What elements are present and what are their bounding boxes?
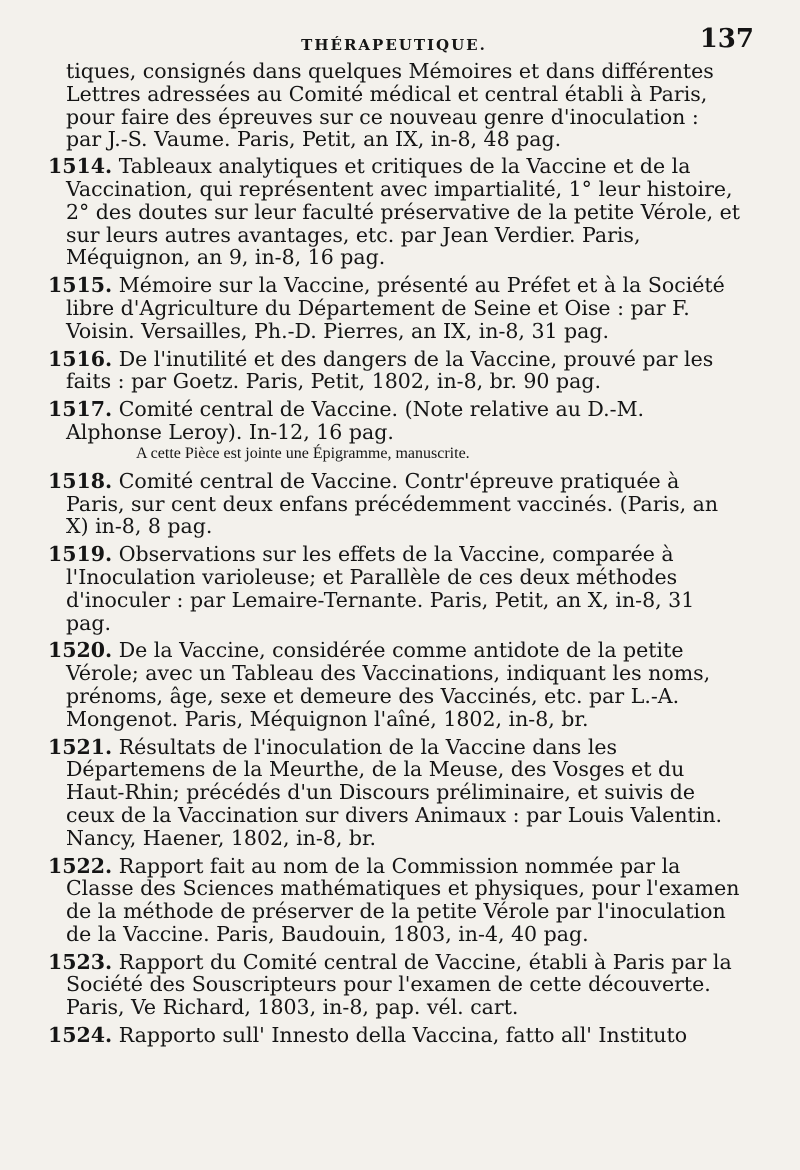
page-header bbox=[48, 22, 754, 60]
entry-number: 1519. bbox=[48, 542, 113, 567]
entry-number: 1515. bbox=[48, 273, 113, 298]
bibliography-entry bbox=[48, 274, 740, 342]
entry-paragraph bbox=[48, 949, 740, 1020]
entry-text: Observations sur les effets de la Vaccine, comparée à l'Inoculation varioleuse; et Parallèle de ces deux méthodes d'inoculer : par Lemaire-Ternante. Paris, Petit, an X, in-8, 31 pag. bbox=[66, 542, 695, 635]
entry-text: Résultats de l'inoculation de la Vaccine dans les Départemens de la Meurthe, de la Meuse, des Vosges et du Haut-Rhin; précédés d'un Discours préliminaire, et suivis de ceux de la Vaccination sur divers Animaux : par Louis Valentin. Nancy, Haener, 1802, in-8, br. bbox=[66, 734, 723, 850]
bibliography-entry bbox=[48, 470, 740, 538]
bibliography-entry bbox=[48, 348, 740, 394]
running-head: THÉRAPEUTIQUE. bbox=[301, 36, 487, 54]
entry-text: De l'inutilité et des dangers de la Vaccine, prouvé par les faits : par Goetz. Paris, Petit, 1802, in-8, br. 90 pag. bbox=[66, 346, 714, 394]
bibliography-entry bbox=[48, 951, 740, 1019]
entry-paragraph bbox=[48, 468, 740, 539]
entry-number: 1514. bbox=[48, 154, 113, 179]
entry-text: De la Vaccine, considérée comme antidote de la petite Vérole; avec un Tableau des Vaccinations, indiquant les noms, prénoms, âge, sexe et demeure des Vaccinés, etc. par L.-A. Mongenot. Paris, Méquignon l'aîné, 1802, in-8, br. bbox=[66, 638, 711, 731]
entry-text: Rapport du Comité central de Vaccine, établi à Paris par la Société des Souscripteurs pour l'examen de cette découverte. Paris, Ve Richard, 1803, in-8, pap. vél. cart. bbox=[66, 949, 732, 1020]
entry-text: Rapporto sull' Innesto della Vaccina, fatto all' Instituto bbox=[112, 1023, 688, 1048]
continued-entry-text: tiques, consignés dans quelques Mémoires et dans différentes Lettres adressées au Comité médical et central établi à Paris, pour faire des épreuves sur ce nouveau genre d'inoculation : par J.-S. Vaume. Paris, Petit, an IX, in-8, 48 pag. bbox=[66, 59, 714, 152]
entry-paragraph bbox=[48, 1023, 740, 1048]
entry-paragraph bbox=[48, 734, 740, 850]
entry-text: Comité central de Vaccine. (Note relative au D.-M. Alphonse Leroy). In-12, 16 pag. bbox=[66, 397, 645, 444]
page-number: 137 bbox=[699, 24, 754, 54]
entry-paragraph bbox=[48, 853, 740, 946]
entry-paragraph bbox=[48, 542, 740, 635]
entry-paragraph bbox=[48, 638, 740, 731]
page-body bbox=[48, 60, 740, 1047]
bibliography-entry bbox=[48, 855, 740, 946]
entry-number: 1516. bbox=[48, 346, 113, 371]
bibliography-entry bbox=[48, 155, 740, 269]
entry-note: A cette Pièce est jointe une Épigramme, manuscrite. bbox=[136, 444, 470, 462]
entry-paragraph bbox=[48, 346, 740, 394]
entry-number: 1518. bbox=[48, 468, 113, 493]
entry-paragraph bbox=[48, 273, 740, 343]
entry-number: 1520. bbox=[48, 638, 113, 663]
entry-number: 1523. bbox=[48, 949, 113, 974]
entry-text: Rapport fait au nom de la Commission nommée par la Classe des Sciences mathématiques et physiques, pour l'examen de la méthode de préserver de la petite Vérole par l'inoculation de la Vaccine. Paris, Baudouin, 1803, in-4, 40 pag. bbox=[66, 853, 740, 946]
entry-paragraph bbox=[48, 397, 740, 444]
bibliography-entry bbox=[48, 639, 740, 730]
bibliography-entry bbox=[48, 736, 740, 850]
entry-number: 1521. bbox=[48, 734, 113, 759]
bibliography-entries bbox=[48, 155, 740, 1047]
bibliography-entry bbox=[48, 1024, 740, 1047]
entry-text: Mémoire sur la Vaccine, présenté au Préfet et à la Société libre d'Agriculture du Département de Seine et Oise : par F. Voisin. Versailles, Ph.-D. Pierres, an IX, in-8, 31 pag. bbox=[66, 273, 725, 343]
entry-number: 1524. bbox=[48, 1023, 113, 1048]
bibliography-entry bbox=[48, 543, 740, 634]
bibliography-entry bbox=[48, 398, 740, 464]
entry-paragraph bbox=[48, 154, 740, 270]
entry-number: 1517. bbox=[48, 397, 113, 422]
entry-number: 1522. bbox=[48, 853, 113, 878]
entry-text: Comité central de Vaccine. Contr'épreuve pratiquée à Paris, sur cent deux enfans précédemment vaccinés. (Paris, an X) in-8, 8 pag. bbox=[66, 468, 719, 539]
entry-text: Tableaux analytiques et critiques de la Vaccine et de la Vaccination, qui représentent avec impartialité, 1° leur histoire, 2° des doutes sur leur faculté préservative de la petite Vérole, et sur leurs autres avantages, etc. par Jean Verdier. Paris, Méquignon, an 9, in-8, 16 pag. bbox=[66, 154, 740, 270]
